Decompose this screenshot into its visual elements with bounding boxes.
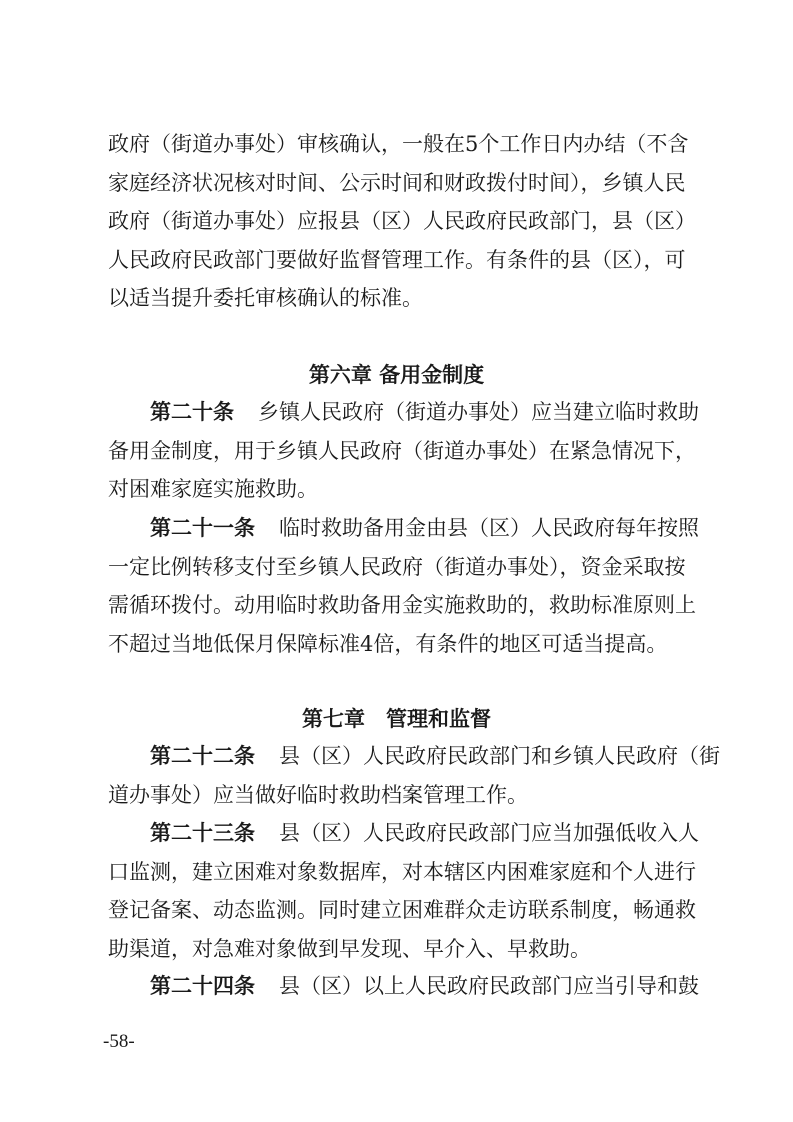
text-line: 以适当提升委托审核确认的标准。 [108, 286, 423, 311]
text-line: 不超过当地低保月保障标准4倍，有条件的地区可适当提高。 [108, 631, 668, 656]
article-22-text: 县（区）人民政府民政部门和乡镇人民政府（街 [279, 744, 720, 768]
article-23 [108, 814, 699, 968]
article-21-label: 第二十一条 [150, 516, 255, 540]
chapter-7-title: 第七章 管理和监督 [302, 707, 491, 731]
text-line: 人民政府民政部门要做好监督管理工作。有条件的县（区），可 [108, 247, 686, 272]
text-line: 对困难家庭实施救助。 [108, 477, 318, 502]
page-number: -58- [103, 1031, 135, 1052]
article-21-text: 临时救助备用金由县（区）人民政府每年按照 [279, 516, 699, 540]
text-line: 登记备案、动态监测。同时建立困难群众走访联系制度，畅通救 [108, 898, 696, 923]
article-24-label: 第二十四条 [150, 974, 255, 998]
text-line: 助渠道，对急难对象做到早发现、早介入、早救助。 [108, 936, 591, 961]
article-20-text: 乡镇人民政府（街道办事处）应当建立临时救助 [258, 400, 699, 424]
chapter-6-title: 第六章 备用金制度 [308, 363, 485, 387]
text-line: 一定比例转移支付至乡镇人民政府（街道办事处），资金采取按 [108, 554, 686, 579]
text-line [108, 509, 699, 548]
text-line: 口监测，建立困难对象数据库，对本辖区内困难家庭和个人进行 [108, 859, 696, 884]
text-line [108, 967, 699, 1006]
article-20 [108, 393, 699, 509]
article-21 [108, 509, 699, 663]
text-line [108, 814, 699, 853]
article-24-text: 县（区）以上人民政府民政部门应当引导和鼓 [279, 974, 699, 998]
text-line: 政府（街道办事处）审核确认，一般在5个工作日内办结（不含 [108, 132, 689, 156]
article-24 [108, 967, 699, 1006]
article-23-label: 第二十三条 [150, 821, 255, 845]
text-line: 道办事处）应当做好临时救助档案管理工作。 [108, 782, 528, 807]
article-20-label: 第二十条 [150, 400, 234, 424]
text-line: 备用金制度，用于乡镇人民政府（街道办事处）在紧急情况下， [108, 438, 696, 463]
text-line: 家庭经济状况核对时间、公示时间和财政拨付时间），乡镇人民 [108, 170, 686, 195]
article-22 [108, 737, 720, 814]
text-line [108, 393, 699, 432]
article-23-text: 县（区）人民政府民政部门应当加强低收入人 [279, 821, 699, 845]
article-22-label: 第二十二条 [150, 744, 255, 768]
continued-paragraph [108, 125, 696, 318]
text-line: 政府（街道办事处）应报县（区）人民政府民政部门，县（区） [108, 209, 696, 234]
text-line: 需循环拨付。动用临时救助备用金实施救助的，救助标准原则上 [108, 593, 696, 618]
text-line [108, 737, 720, 776]
